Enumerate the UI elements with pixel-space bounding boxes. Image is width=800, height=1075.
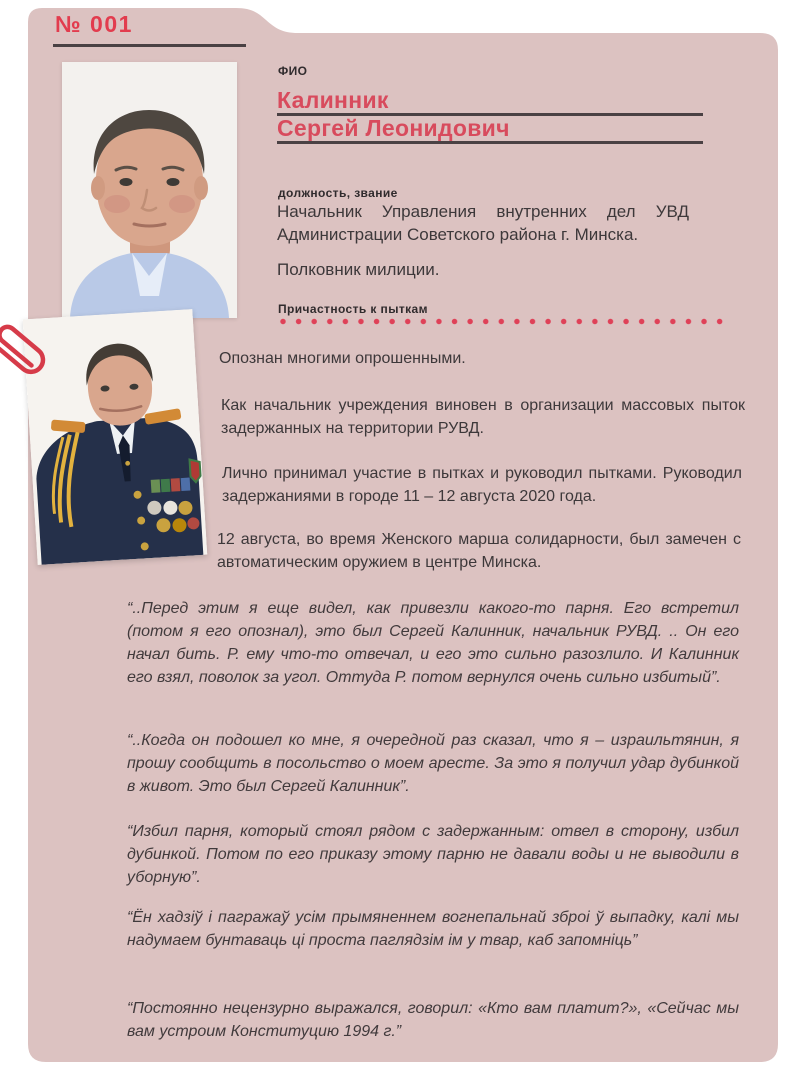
- card-number: № 001: [55, 11, 133, 37]
- portrait-photo-civilian-image: [62, 62, 237, 318]
- portrait-photo-civilian: [62, 62, 237, 318]
- person-name-line1: Калинник: [277, 87, 389, 113]
- name-underline: [277, 141, 703, 144]
- portrait-photo-uniform-image: [23, 309, 208, 565]
- involvement-label: Причастность к пыткам: [278, 302, 428, 316]
- rank-text: Полковник милиции.: [277, 260, 440, 279]
- witness-quote: “..Когда он подошел ко мне, я очередной раз сказал, что я – израильтянин, я прошу сообщить в посольство о моем аресте. За это я получил удар дубинкой в живот. Это был Сергей Калинник”.: [127, 732, 739, 795]
- witness-quote: “Постоянно нецензурно выражался, говорил: «Кто вам платит?», «Сейчас мы вам устроим Конституцию 1994 г.”: [127, 1000, 739, 1040]
- number-underline: [53, 44, 246, 47]
- fio-label: ФИО: [278, 64, 308, 78]
- fact-paragraph: Лично принимал участие в пытках и руководил пытками. Руководил задержаниями в городе 11 – 12 августа 2020 года.: [222, 465, 742, 505]
- witness-quote: “Избил парня, который стоял рядом с задержанным: отвел в сторону, избил дубинкой. Потом по его приказу этому парню не давали воды и не выводили в уборную”.: [127, 823, 739, 886]
- person-name-line2: Сергей Леонидович: [277, 115, 510, 141]
- position-label: должность, звание: [278, 186, 398, 200]
- witness-quote: “..Перед этим я еще видел, как привезли какого-то парня. Его встретил (потом я его опознал), это был Сергей Калинник, начальник РУВД. .. Он его начал бить. Р. ему что-то отвечал, и его это сильно разозлило. И Калинник его взял, поволок за угол. Оттуда Р. потом вернулся очень сильно избитый”.: [127, 600, 739, 686]
- fact-paragraph: Как начальник учреждения виновен в организации массовых пыток задержанных на территории РУВД.: [221, 397, 745, 437]
- position-text: Начальник Управления внутренних дел УВД Администрации Советского района г. Минска.: [277, 202, 689, 244]
- fact-paragraph: 12 августа, во время Женского марша солидарности, был замечен с автоматическим оружием в центре Минска.: [217, 531, 741, 571]
- dotted-separator: [279, 317, 731, 326]
- witness-quote: “Ён хадзіў і пагражаў усім прымяненнем вогнепальнай зброі ў выпадку, калі мы надумаем бунтаваць ці проста паглядзім ім у твар, каб запомніць”: [127, 909, 739, 949]
- fact-paragraph: Опознан многими опрошенными.: [219, 350, 466, 367]
- portrait-photo-uniform: [23, 309, 208, 565]
